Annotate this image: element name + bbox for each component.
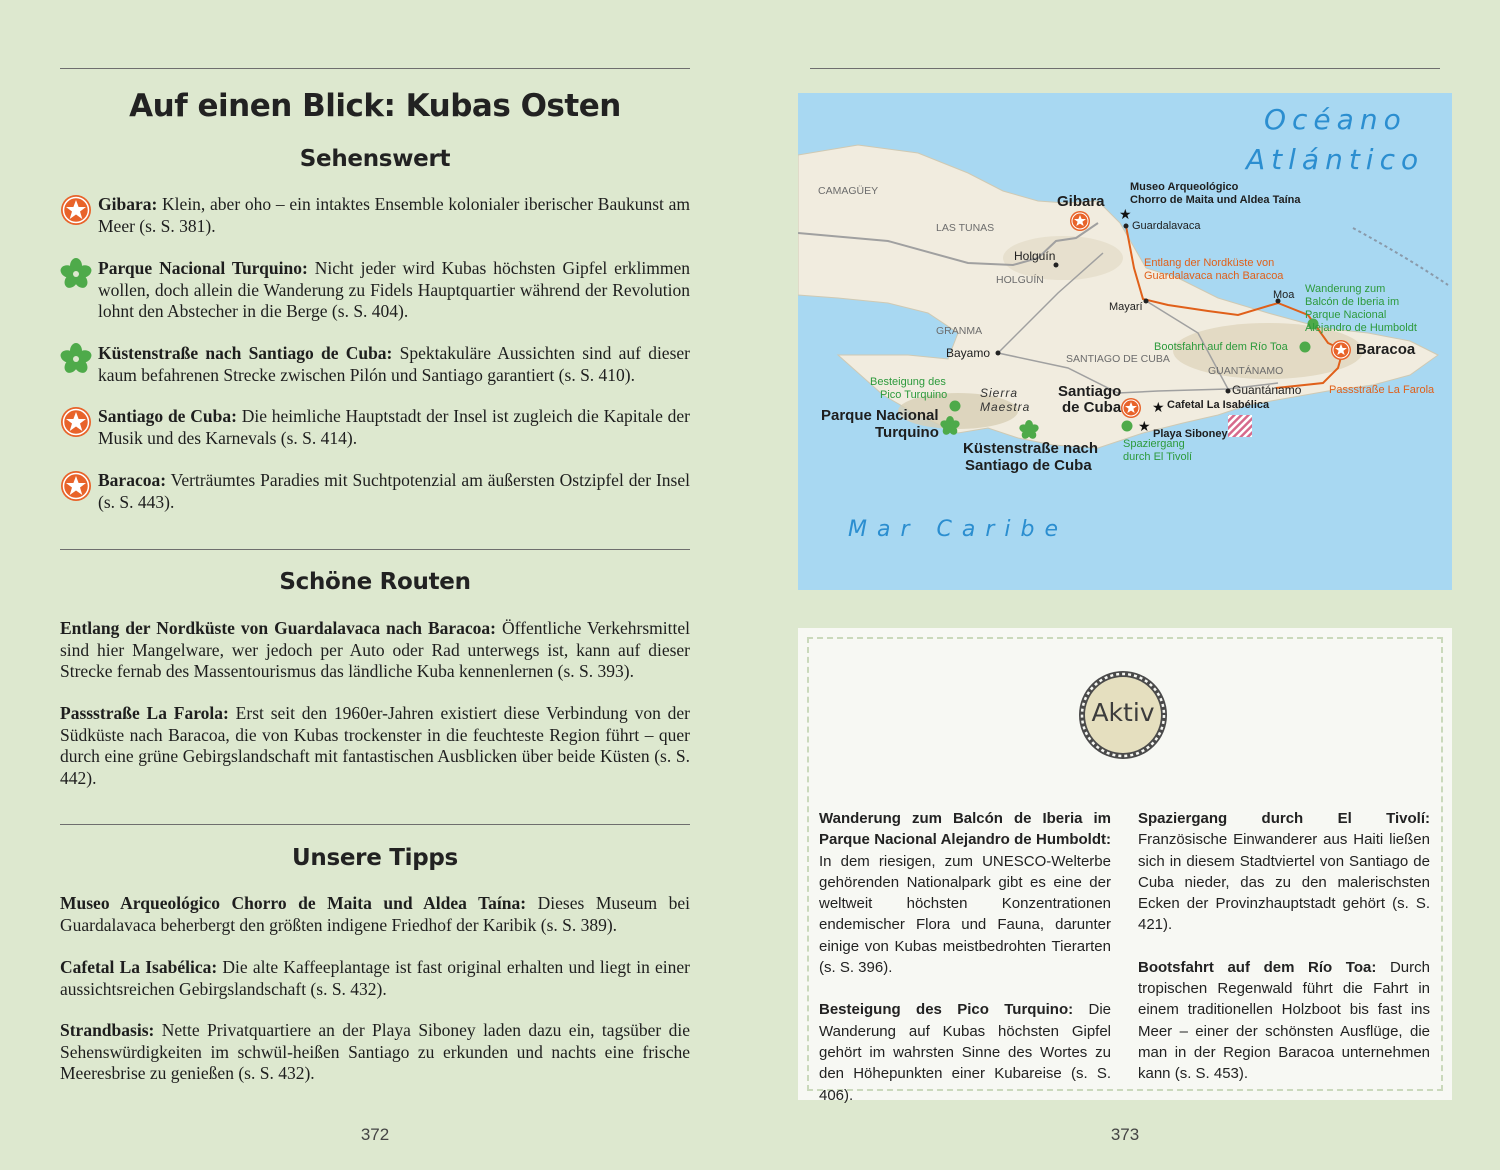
city-label: Gibara [1057, 193, 1105, 210]
route-item [60, 703, 690, 789]
item-title: Baracoa: [98, 470, 167, 490]
divider [60, 549, 690, 550]
item-text: Nette Privatquartiere an der Playa Siboney laden dazu ein, tagsüber die Sehenswürdigkeiten im schwül-heißen Santiago zu erkunden und nachts eine frische Meeresbrise zu genießen (s. S. 432). [60, 1020, 690, 1083]
item-title: Spaziergang durch El Tivolí: [1138, 810, 1430, 827]
activity-label: Besteigung des [870, 376, 946, 388]
route-item [60, 618, 690, 683]
sehenswert-item [60, 470, 690, 513]
item-title: Passstraße La Farola: [60, 703, 229, 723]
activity-label: Wanderung zum [1305, 283, 1386, 295]
city-label: Holguín [1014, 249, 1056, 263]
tipp-item [60, 893, 690, 936]
ocean-label: Océano [1264, 103, 1407, 136]
flower-icon [60, 258, 92, 290]
province-label: GUANTÁNAMO [1208, 365, 1284, 377]
item-text: Durch tropischen Regenwald führt die Fahrt in einem traditionellen Holzboot bis fast ins Meer – einer der schönsten Ausflüge, die man in der Region Baracoa unternehmen kann (s. S. 453). [1138, 958, 1430, 1083]
activity-label: Bootsfahrt auf dem Río Toa [1154, 341, 1288, 353]
mountain-label: Sierra [980, 386, 1019, 400]
star-icon [60, 406, 92, 438]
item-title: Wanderung zum Balcón de Iberia im Parque Nacional Alejandro de Humboldt: [819, 810, 1111, 849]
map [798, 93, 1452, 590]
item-text: Erst seit den 1960er-Jahren existiert diese Verbindung von der Südküste nach Baracoa, die von Kubas trockenster in die feuchteste Region führt – quer durch eine grüne Gebirgslandschaft mit fantastischen Ausblicken über beide Küsten (s. S. 442). [60, 703, 691, 788]
item-title: Parque Nacional Turquino: [98, 258, 308, 278]
sehenswert-item [60, 343, 690, 386]
tipp-item [60, 957, 690, 1000]
svg-text:★: ★ [1152, 400, 1165, 416]
svg-text:★: ★ [1138, 419, 1151, 435]
page-number: 373 [1110, 1125, 1140, 1144]
city-label: Moa [1273, 289, 1295, 301]
place-label: Playa Siboney [1153, 428, 1228, 440]
province-label: HOLGUÍN [996, 274, 1044, 286]
aktiv-item [819, 808, 1111, 978]
divider [60, 68, 690, 69]
section-heading-routen: Schöne Routen [279, 569, 471, 595]
sehenswert-item [60, 258, 690, 323]
divider [60, 824, 690, 825]
aktiv-column-1 [819, 808, 1111, 1127]
city-label: Santiago [1058, 383, 1122, 400]
province-label: LAS TUNAS [936, 222, 995, 234]
aktiv-column-2 [1138, 808, 1430, 1106]
item-title: Museo Arqueológico Chorro de Maita und Aldea Taína: [60, 893, 527, 913]
route-label: Küstenstraße nach [963, 440, 1099, 457]
activity-label: Balcón de Iberia im [1305, 296, 1400, 308]
city-label: Bayamo [946, 346, 991, 360]
item-text: Die Wanderung auf Kubas höchsten Gipfel gehört im wahrsten Sinne des Wortes zu den Höhepunkten einer Kubareise (s. S. 406). [819, 1001, 1111, 1104]
item-text: Öffentliche Verkehrsmittel sind hier Mangelware, wer jedoch per Auto oder Rad unterwegs ist, kann auf dieser Strecke fernab des Massentourismus das ländliche Kuba kennenlernen (s. S. 393). [60, 618, 691, 681]
museo-label: Chorro de Maita und Aldea Taína [1130, 194, 1301, 206]
activity-label: Spaziergang [1123, 438, 1185, 450]
section-heading-tipps: Unsere Tipps [292, 845, 458, 871]
aktiv-box [798, 628, 1452, 1104]
park-label: Parque Nacional [821, 407, 939, 424]
page-number: 372 [360, 1125, 390, 1144]
item-text: Spektakuläre Aussichten sind auf dieser kaum befahrenen Strecke zwischen Pilón und Santiago garantiert (s. S. 410). [98, 343, 690, 385]
city-label: Guantánamo [1232, 383, 1302, 397]
item-title: Bootsfahrt auf dem Río Toa: [1138, 958, 1377, 976]
item-text: In dem riesigen, zum UNESCO-Welterbe gehörenden Nationalpark gibt es eine der weltweit höchsten Konzentrationen endemischer Flora und Fauna, darunter einige von Kubas meistbedrohten Tierarten (s. S. 396). [819, 852, 1111, 977]
item-title: Strandbasis: [60, 1020, 155, 1040]
route-label: Guardalavaca nach Baracoa [1144, 270, 1284, 282]
aktiv-item [819, 999, 1111, 1105]
item-title: Entlang der Nordküste von Guardalavaca nach Baracoa: [60, 618, 497, 638]
star-icon [60, 470, 92, 502]
star-marker [1070, 211, 1090, 231]
item-title: Santiago de Cuba: [98, 406, 237, 426]
city-label: Baracoa [1356, 341, 1416, 358]
item-title: Küstenstraße nach Santiago de Cuba: [98, 343, 393, 363]
place-label: Cafetal La Isabélica [1167, 399, 1270, 411]
item-title: Cafetal La Isabélica: [60, 957, 218, 977]
city-label: de Cuba [1062, 399, 1122, 416]
sea-label: Mar Caribe [848, 517, 1069, 542]
activity-label: Alejandro de Humboldt [1305, 322, 1417, 334]
item-text: Verträumtes Paradies mit Suchtpotenzial am äußersten Ostzipfel der Insel (s. S. 443). [98, 470, 690, 512]
item-text: Französische Einwanderer aus Haiti ließen sich in diesem Stadtviertel von Santiago de Cuba nieder, das zu den malerischsten Ecken der Provinzhauptstadt gehört (s. S. 421). [1138, 831, 1430, 934]
page-title: Auf einen Blick: Kubas Osten [129, 88, 621, 124]
route-label: Santiago de Cuba [965, 457, 1092, 474]
star-marker [1331, 340, 1351, 360]
province-label: CAMAGÜEY [818, 185, 879, 197]
ocean-label: Atlántico [1246, 143, 1425, 176]
sehenswert-item [60, 194, 690, 237]
museo-label: Museo Arqueológico [1130, 181, 1239, 193]
route-label: Passstraße La Farola [1329, 384, 1435, 396]
sehenswert-item [60, 406, 690, 449]
aktiv-badge-label: Aktiv [1091, 698, 1155, 727]
mountain-label: Maestra [980, 400, 1031, 414]
activity-label: Parque Nacional [1305, 309, 1387, 321]
section-heading-sehenswert: Sehenswert [299, 146, 451, 172]
province-label: GRANMA [936, 325, 983, 337]
flower-icon [60, 343, 92, 375]
city-label: Mayarí [1109, 301, 1143, 313]
province-label: SANTIAGO DE CUBA [1066, 353, 1170, 365]
item-text: Dieses Museum bei Guardalavaca beherbergt den größten indigene Friedhof der Karibik (s. S. 389). [60, 893, 690, 935]
item-text: Die alte Kaffeeplantage ist fast original erhalten und liegt in einer aussichtsreichen Gebirgslandschaft (s. S. 432). [60, 957, 690, 999]
activity-label: durch El Tivolí [1123, 451, 1193, 463]
item-text: Die heimliche Hauptstadt der Insel ist zugleich die Kapitale der Musik und des Karnevals (s. S. 414). [98, 406, 690, 448]
item-title: Besteigung des Pico Turquino: [819, 1001, 1074, 1019]
city-label: Guardalavaca [1132, 220, 1201, 232]
tipp-item [60, 1020, 690, 1085]
item-text: Klein, aber oho – ein intaktes Ensemble kolonialer iberischer Baukunst am Meer (s. S. 381). [98, 194, 690, 236]
right-page [750, 0, 1500, 1170]
item-text: Nicht jeder wird Kubas höchsten Gipfel erklimmen wollen, doch allein die Wanderung zu Fidels Hauptquartier während der Revolution lohnt den Abstecher in die Berge (s. S. 404). [98, 258, 690, 321]
star-marker [1121, 398, 1141, 418]
aktiv-item [1138, 808, 1430, 936]
divider [810, 68, 1440, 69]
aktiv-item [1138, 957, 1430, 1085]
park-label: Turquino [875, 424, 939, 441]
item-title: Gibara: [98, 194, 158, 214]
star-icon [60, 194, 92, 226]
activity-label: Pico Turquino [880, 389, 948, 401]
svg-text:★: ★ [1119, 207, 1132, 223]
route-label: Entlang der Nordküste von [1144, 257, 1275, 269]
